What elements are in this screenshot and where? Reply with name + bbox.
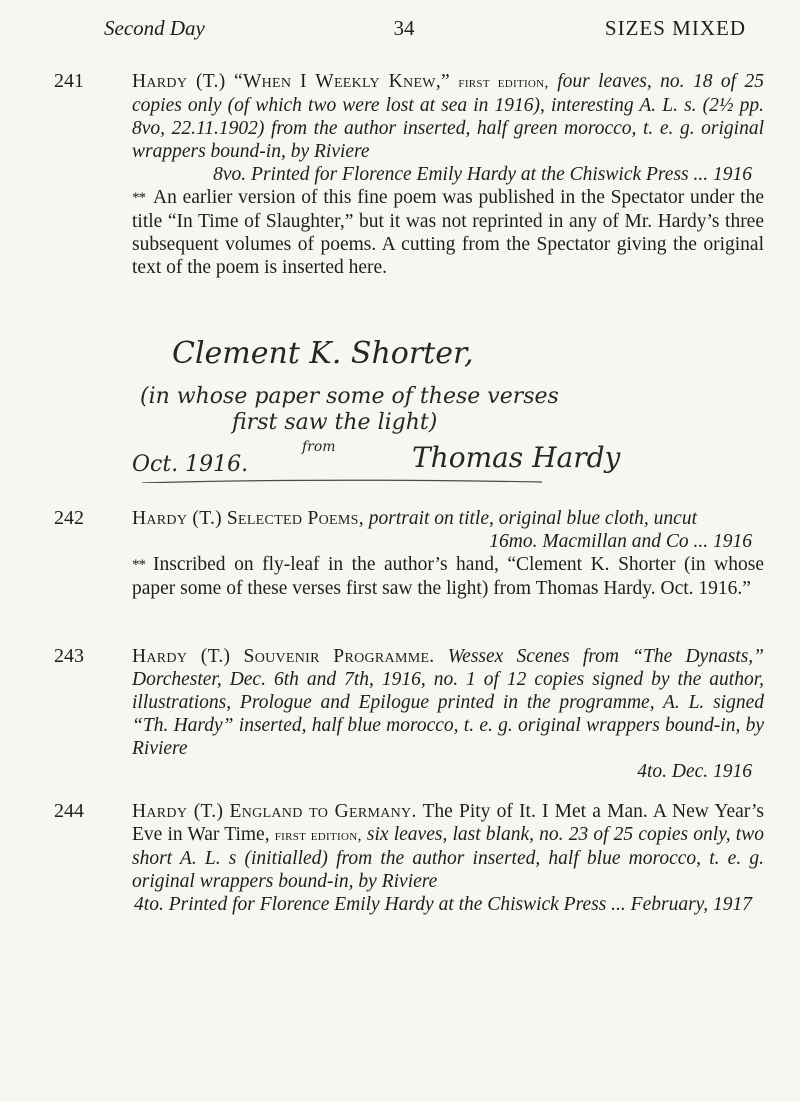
lot-description bbox=[132, 800, 764, 916]
manuscript-line-3: first saw the light) bbox=[232, 410, 438, 435]
header-section: SIZES MIXED bbox=[604, 16, 746, 40]
header-day: Second Day bbox=[104, 16, 205, 40]
lot-details: six leaves, last blank, no. 23 of 25 copies only, two short A. L. s (initialled) from the author inserted, half blue morocco, t. e. g. original wrappers bound-in, by Riviere bbox=[132, 824, 764, 892]
handwriting-image bbox=[132, 333, 732, 483]
lot-title: Souvenir Programme. bbox=[243, 646, 435, 667]
lot-note: ** Inscribed on fly-leaf in the author’s hand, “Clement K. Shorter (in whose paper some of these verses first saw the light) from Thomas Hardy. Oct. 1916.” bbox=[132, 554, 764, 599]
manuscript-line-2: (in whose paper some of these verses bbox=[140, 384, 559, 409]
lot-author: Hardy (T.) bbox=[132, 508, 222, 529]
lot-number: 244 bbox=[54, 800, 84, 822]
page-number: 34 bbox=[393, 16, 415, 40]
lot-title: “When I Weekly Knew,” bbox=[233, 71, 450, 92]
flourish-underline bbox=[142, 480, 542, 483]
lot-number: 243 bbox=[54, 645, 84, 667]
lot-description bbox=[132, 507, 764, 600]
manuscript-date: Oct. 1916. bbox=[132, 452, 249, 477]
lot-details: Wessex Scenes from “The Dynasts,” Dorchester, Dec. 6th and 7th, 1916, no. 1 of 12 copies signed by the author, illustrations, Prologue and Epilogue printed in the programme, A. L. signed “Th. Hardy” inserted, half blue morocco, t. e. g. original wrappers bound-in, by Riviere bbox=[132, 646, 765, 759]
lot-details: portrait on title, original blue cloth, uncut bbox=[368, 508, 697, 529]
manuscript-line-1: Clement K. Shorter, bbox=[172, 336, 474, 371]
lot-number: 241 bbox=[54, 70, 84, 92]
lot-imprint: 4to. Printed for Florence Emily Hardy at the Chiswick Press ... February, 1917 bbox=[134, 894, 752, 915]
manuscript-line-4: from bbox=[302, 439, 336, 455]
lot-title: England to Germany. bbox=[229, 801, 417, 822]
lot-author: Hardy (T.) bbox=[132, 71, 226, 92]
lot-number: 242 bbox=[54, 507, 84, 529]
manuscript-inscription bbox=[132, 333, 732, 483]
lot-details: four leaves, no. 18 of 25 copies only (of which two were lost at sea in 1916), interesting A. L. s. (2½ pp. 8vo, 22.11.1902) from the author inserted, half green morocco, t. e. g. original wrappers bound-in, by Riviere bbox=[132, 71, 765, 162]
lot-imprint: 4to. Dec. 1916 bbox=[637, 761, 752, 782]
lot-author: Hardy (T.) bbox=[132, 801, 224, 822]
asterism-icon: ** bbox=[132, 190, 145, 206]
lot-title: Selected Poems, bbox=[226, 508, 364, 529]
lot-author: Hardy (T.) bbox=[132, 646, 231, 667]
running-header bbox=[104, 16, 746, 46]
lot-note: ** An earlier version of this fine poem was published in the Spectator under the title “In Time of Slaughter,” but it was not reprinted in any of Mr. Hardy’s three subsequent volumes of poems. A cutting from the Spectator giving the original text of the poem is inserted here. bbox=[132, 187, 764, 278]
lot-imprint: 16mo. Macmillan and Co ... 1916 bbox=[489, 531, 752, 552]
lot-description bbox=[132, 645, 764, 783]
lot-description bbox=[132, 70, 764, 279]
lot-contents: The Pity of It. I Met a Man. A New Year’s Eve in War Time, bbox=[132, 801, 765, 845]
asterism-icon: ** bbox=[132, 557, 145, 573]
manuscript-signature: Thomas Hardy bbox=[412, 441, 621, 474]
lot-imprint: 8vo. Printed for Florence Emily Hardy at the Chiswick Press ... 1916 bbox=[213, 164, 752, 185]
lot-edition: first edition, bbox=[274, 827, 362, 844]
lot-edition: first edition, bbox=[458, 74, 549, 91]
